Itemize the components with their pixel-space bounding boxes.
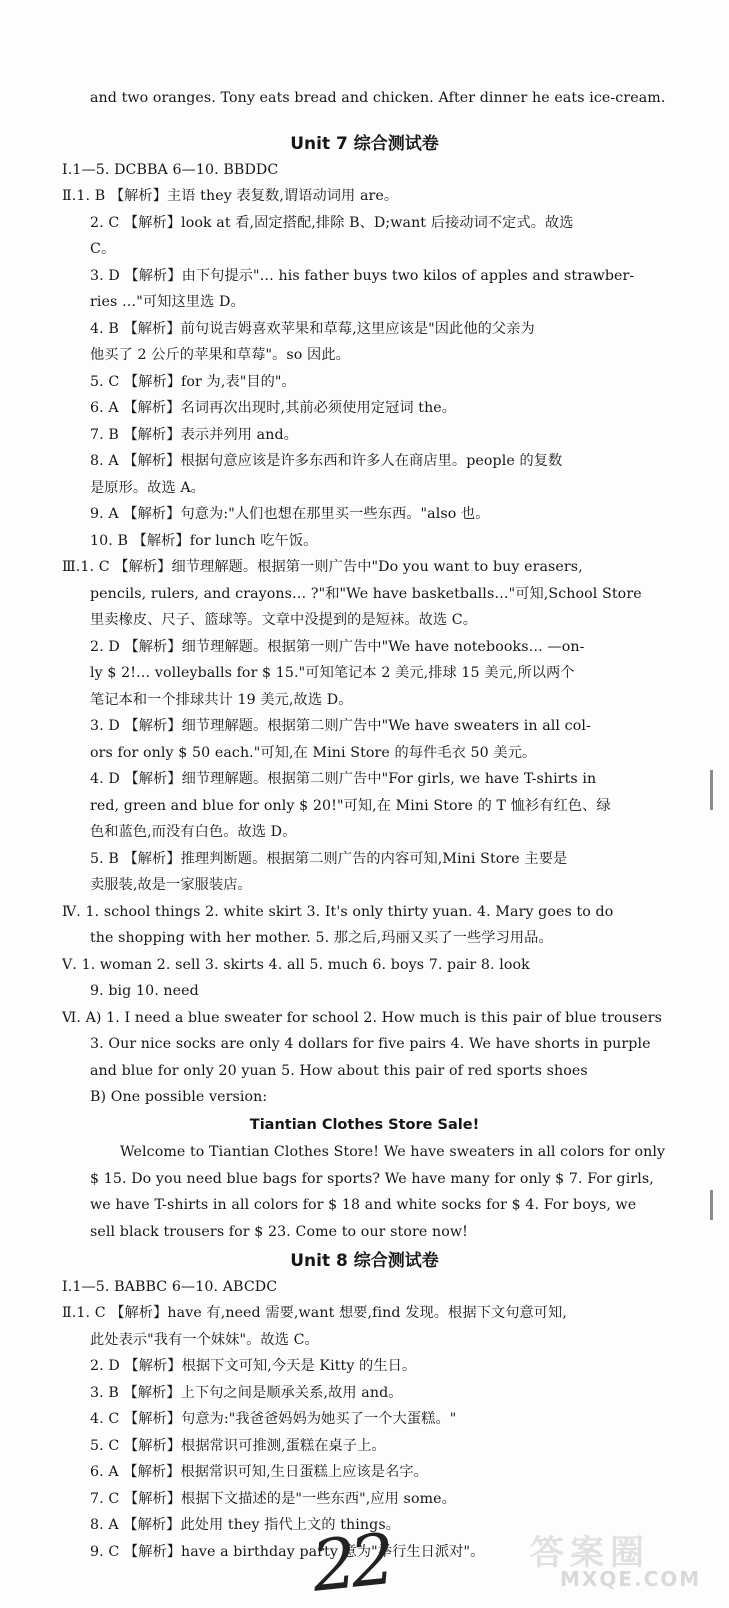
text-line: 2. D 【解析】根据下文可知,今天是 Kitty 的生日。: [90, 1358, 417, 1374]
text-line: 3. Our nice socks are only 4 dollars for five pairs 4. We have shorts in purple: [90, 1036, 651, 1052]
text-line: 卖服装,故是一家服装店。: [90, 877, 252, 893]
text-line: 笔记本和一个排球共计 19 美元,故选 D。: [90, 692, 353, 708]
essay-line: Welcome to Tiantian Clothes Store! We have sweaters in all colors for only: [120, 1144, 666, 1160]
text-line: 6. A 【解析】根据常识可知,生日蛋糕上应该是名字。: [90, 1464, 428, 1480]
text-line: Ⅰ.1—5. BABBC 6—10. ABCDC: [62, 1279, 278, 1295]
text-line: 4. B 【解析】前句说吉姆喜欢苹果和草莓,这里应该是"因此他的父亲为: [90, 321, 535, 337]
text-line: ors for only $ 50 each."可知,在 Mini Store 的每件毛衣 50 美元。: [90, 745, 537, 761]
essay-title: Tiantian Clothes Store Sale!: [249, 1117, 480, 1133]
text-line: C。: [90, 241, 116, 257]
text-line: ly $ 2!… volleyballs for $ 15."可知笔记本 2 美元,排球 15 美元,所以两个: [90, 665, 575, 681]
text-line: 3. B 【解析】上下句之间是顺承关系,故用 and。: [90, 1385, 403, 1401]
text-line: 9. A 【解析】句意为:"人们也想在那里买一些东西。"also 也。: [90, 506, 490, 522]
unit7-title: Unit 7 综合测试卷: [290, 134, 439, 154]
text-line: 3. D 【解析】细节理解题。根据第二则广告中"We have sweaters in all col-: [90, 718, 591, 734]
text-line: 5. C 【解析】根据常识可推测,蛋糕在桌子上。: [90, 1438, 386, 1454]
text-line: 9. C 【解析】have a birthday party 意为"举行生日派对"。: [90, 1544, 485, 1560]
text-line: 7. C 【解析】根据下文描述的是"一些东西",应用 some。: [90, 1491, 456, 1507]
text-line: 4. D 【解析】细节理解题。根据第二则广告中"For girls, we have T-shirts in: [90, 771, 597, 787]
text-line: the shopping with her mother. 5. 那之后,玛丽又买了一些学习用品。: [90, 930, 553, 946]
text-line: 7. B 【解析】表示并列用 and。: [90, 427, 298, 443]
text-line: Ⅱ.1. B 【解析】主语 they 表复数,谓语动词用 are。: [62, 188, 399, 204]
text-line: and two oranges. Tony eats bread and chicken. After dinner he eats ice-cream.: [90, 90, 666, 106]
text-line: ries …"可知这里选 D。: [90, 294, 245, 310]
text-line: 3. D 【解析】由下句提示"… his father buys two kilos of apples and strawber-: [90, 268, 635, 284]
text-line: B) One possible version:: [90, 1089, 268, 1105]
essay-line: $ 15. Do you need blue bags for sports? We have many for only $ 7. For girls,: [90, 1171, 654, 1187]
text-line: Ⅲ.1. C 【解析】细节理解题。根据第一则广告中"Do you want to buy erasers,: [62, 559, 583, 575]
text-line: 他买了 2 公斤的苹果和草莓"。so 因此。: [90, 347, 350, 363]
text-line: 2. D 【解析】细节理解题。根据第一则广告中"We have notebooks… —on-: [90, 639, 585, 655]
text-line: 色和蓝色,而没有白色。故选 D。: [90, 824, 297, 840]
essay-line: we have T-shirts in all colors for $ 18 and white socks for $ 4. For boys, we: [90, 1197, 637, 1213]
text-line: 8. A 【解析】根据句意应该是许多东西和许多人在商店里。people 的复数: [90, 453, 563, 469]
text-line: Ⅳ. 1. school things 2. white skirt 3. It's only thirty yuan. 4. Mary goes to do: [62, 904, 614, 920]
page-number-handwritten: 22: [307, 1518, 394, 1608]
watermark-text: 答案圈: [530, 1533, 650, 1573]
text-line: Ⅰ.1—5. DCBBA 6—10. BBDDC: [62, 162, 279, 178]
text-line: 里卖橡皮、尺子、篮球等。文章中没提到的是短袜。故选 C。: [90, 612, 478, 628]
text-line: 此处表示"我有一个妹妹"。故选 C。: [90, 1332, 319, 1348]
text-line: 9. big 10. need: [90, 983, 199, 999]
watermark-logo: [520, 1525, 720, 1595]
watermark-url: MXQE.COM: [560, 1567, 702, 1591]
text-line: 是原形。故选 A。: [90, 480, 205, 496]
text-line: 10. B 【解析】for lunch 吃午饭。: [90, 533, 318, 549]
text-line: and blue for only 20 yuan 5. How about this pair of red sports shoes: [90, 1063, 588, 1079]
essay-line: sell black trousers for $ 23. Come to our store now!: [90, 1224, 468, 1240]
text-line: Ⅵ. A) 1. I need a blue sweater for school 2. How much is this pair of blue trousers: [62, 1010, 662, 1026]
text-line: red, green and blue for only $ 20!"可知,在 Mini Store 的 T 恤衫有红色、绿: [90, 798, 611, 814]
scan-edge-mark: [710, 1190, 713, 1220]
text-line: pencils, rulers, and crayons… ?"和"We have basketballs…"可知,School Store: [90, 586, 642, 602]
text-line: 5. B 【解析】推理判断题。根据第二则广告的内容可知,Mini Store 主要是: [90, 851, 568, 867]
text-line: 8. A 【解析】此处用 they 指代上文的 things。: [90, 1517, 400, 1533]
text-line: 6. A 【解析】名词再次出现时,其前必须使用定冠词 the。: [90, 400, 457, 416]
unit8-title: Unit 8 综合测试卷: [290, 1251, 439, 1271]
text-line: 5. C 【解析】for 为,表"目的"。: [90, 374, 296, 390]
text-line: Ⅴ. 1. woman 2. sell 3. skirts 4. all 5. much 6. boys 7. pair 8. look: [62, 957, 530, 973]
text-line: 4. C 【解析】句意为:"我爸爸妈妈为她买了一个大蛋糕。": [90, 1411, 457, 1427]
text-line: Ⅱ.1. C 【解析】have 有,need 需要,want 想要,find 发现。根据下文句意可知,: [62, 1305, 567, 1321]
text-line: 2. C 【解析】look at 看,固定搭配,排除 B、D;want 后接动词不定式。故选: [90, 215, 574, 231]
scan-edge-mark: [710, 770, 713, 810]
